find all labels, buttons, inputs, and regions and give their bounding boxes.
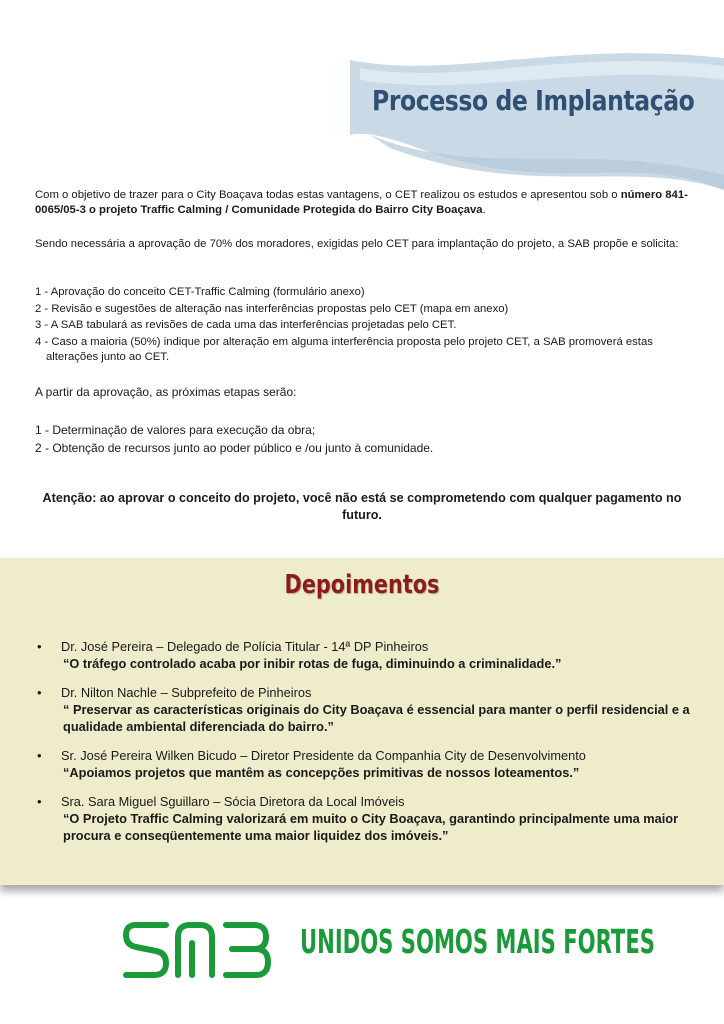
list-item: 1 - Aprovação do conceito CET-Traffic Calming (formulário anexo) [35,286,365,298]
intro-paragraph-1 [35,188,695,218]
list-item: 1 - Determinação de valores para execução da obra; [35,423,316,437]
testimonials-list [33,638,703,856]
sab-logo-icon [122,915,272,985]
testimonial-item [33,793,703,844]
list-item: 3 - A SAB tabulará as revisões de cada uma das interferências projetadas pelo CET. [35,319,457,331]
bullet-icon: • [37,639,42,654]
list-item: 2 - Obtenção de recursos junto ao poder público e /ou junto à comunidade. [35,441,434,455]
attention-note: Atenção: ao aprovar o conceito do projeto, você não está se comprometendo com qualquer pagamento no futuro. [42,491,682,522]
testimonial-item [33,684,703,735]
testimonial-quote: “ Preservar as características originais do City Boaçava é essencial para manter o perfil residencial e a qualidade ambiental diferenciada do bairro.” [63,702,690,734]
testimonial-item [33,747,703,781]
next-steps-heading: A partir da aprovação, as próximas etapas serão: [35,385,297,399]
testimonials-section [0,558,724,885]
project-number: número 841-0065/05-3 o projeto Traffic Calming / Comunidade Protegida do Bairro City Boaçava [35,189,688,216]
testimonial-author: Sra. Sara Miguel Sguillaro – Sócia Diretora da Local Imóveis [61,794,405,809]
list-item: 4 - Caso a maioria (50%) indique por alteração em alguma interferência proposta pelo projeto CET, a SAB promoverá estas alterações junto ao CET. [35,335,653,363]
list-item: 2 - Revisão e sugestões de alteração nas interferências propostas pelo CET (mapa em anexo) [35,302,509,315]
page-title: Processo de Implantação [372,84,695,117]
bullet-icon: • [37,794,42,809]
testimonial-author: Dr. Nilton Nachle – Subprefeito de Pinheiros [61,685,312,700]
bullet-icon: • [37,685,42,700]
bullet-icon: • [37,748,42,763]
motto-text: UNIDOS SOMOS MAIS FORTES [300,922,655,961]
proposal-list [35,285,695,366]
intro-paragraph-2: Sendo necessária a aprovação de 70% dos moradores, exigidas pelo CET para implantação do projeto, a SAB propõe e solicita: [35,238,679,250]
intro-end: . [482,204,486,216]
testimonials-title: Depoimentos [284,570,440,600]
testimonial-quote: “O tráfego controlado acaba por inibir rotas de fuga, diminuindo a criminalidade.” [63,656,562,671]
testimonial-author: Dr. José Pereira – Delegado de Polícia Titular - 14ª DP Pinheiros [61,639,429,654]
title-banner [330,40,724,200]
footer [0,895,724,1024]
intro-text: Com o objetivo de trazer para o City Boaçava todas estas vantagens, o CET realizou os estudos e apresentou sob o [35,189,621,201]
next-steps-list [35,421,695,457]
testimonial-quote: “O Projeto Traffic Calming valorizará em muito o City Boaçava, garantindo principalmente uma maior procura e conseqüentemente uma maior liquidez dos imóveis.” [63,811,679,843]
testimonial-item [33,638,703,672]
testimonial-author: Sr. José Pereira Wilken Bicudo – Diretor Presidente da Companhia City de Desenvolvimento [61,748,586,763]
testimonial-quote: “Apoiamos projetos que mantêm as concepções primitivas de nossos loteamentos.” [63,765,580,780]
